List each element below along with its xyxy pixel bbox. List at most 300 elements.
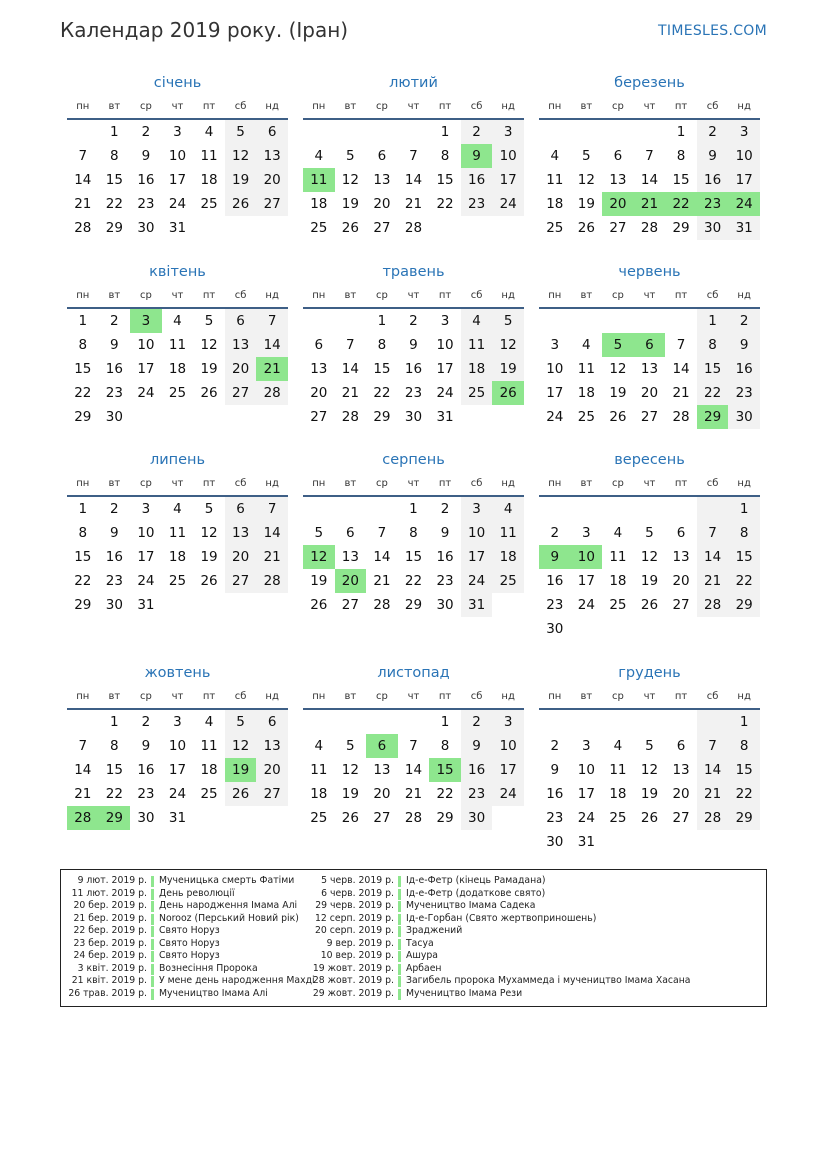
empty-cell bbox=[697, 497, 729, 521]
holiday-marker-icon bbox=[398, 889, 401, 900]
weekday-label: сб bbox=[470, 477, 483, 489]
weekday-label: сб bbox=[706, 100, 719, 112]
holiday-day: 26 bbox=[492, 381, 524, 405]
calendar-day: 4 bbox=[173, 501, 182, 517]
day-grid bbox=[303, 497, 524, 617]
calendar-day: 17 bbox=[168, 762, 187, 778]
calendar-day: 12 bbox=[341, 762, 359, 778]
month-title: грудень bbox=[618, 665, 681, 681]
legend-date: 21 квіт. 2019 р. bbox=[71, 975, 147, 986]
calendar-day: 12 bbox=[341, 172, 359, 188]
weekday-header bbox=[539, 684, 760, 710]
legend-holiday-name: Ід-е-Фетр (додаткове свято) bbox=[406, 887, 546, 899]
calendar-day: 13 bbox=[256, 734, 288, 758]
calendar-day: 5 bbox=[225, 710, 257, 734]
weekday-label: пн bbox=[548, 100, 562, 112]
calendar-day: 17 bbox=[137, 549, 155, 565]
calendar-day: 30 bbox=[105, 409, 123, 425]
weekday-label: нд bbox=[501, 100, 515, 112]
legend-holiday-name: Мучеництво Імама Рези bbox=[406, 987, 523, 999]
calendar-day: 15 bbox=[672, 172, 690, 188]
legend-date: 19 жовт. 2019 р. bbox=[312, 962, 394, 974]
month-title: січень bbox=[153, 75, 202, 91]
legend-row bbox=[310, 913, 691, 926]
holiday-day: 20 bbox=[602, 192, 634, 216]
calendar-day: 18 bbox=[168, 549, 187, 565]
calendar-day: 21 bbox=[404, 786, 423, 802]
calendar-day: 7 bbox=[409, 738, 418, 754]
empty-cell bbox=[539, 710, 571, 734]
weekday-label: чт bbox=[643, 690, 656, 702]
weekday-label: пт bbox=[674, 690, 688, 702]
empty-cell bbox=[602, 309, 634, 333]
empty-cell bbox=[366, 710, 398, 734]
calendar-day: 14 bbox=[404, 172, 423, 188]
weekday-label: вт bbox=[580, 690, 593, 702]
calendar-day: 8 bbox=[697, 333, 729, 357]
month-title: травень bbox=[382, 264, 445, 280]
weekday-label: сб bbox=[706, 690, 719, 702]
weekday-label: чт bbox=[407, 690, 420, 702]
weekday-label: пт bbox=[202, 289, 216, 301]
weekday-label: пн bbox=[548, 289, 562, 301]
calendar-day: 29 bbox=[373, 409, 391, 425]
calendar-day: 2 bbox=[141, 124, 151, 140]
calendar-day: 21 bbox=[404, 196, 423, 212]
legend-date: 9 лют. 2019 р. bbox=[77, 875, 147, 886]
calendar-day: 6 bbox=[225, 497, 257, 521]
calendar-day: 30 bbox=[546, 621, 564, 637]
calendar-day: 27 bbox=[225, 381, 257, 405]
legend-date: 20 бер. 2019 р. bbox=[73, 900, 147, 911]
calendar-day: 30 bbox=[436, 597, 454, 613]
month-title: квітень bbox=[149, 264, 206, 280]
calendar-day: 9 bbox=[697, 144, 729, 168]
calendar-day: 30 bbox=[404, 409, 423, 425]
calendar-day: 26 bbox=[200, 573, 218, 589]
calendar-day: 12 bbox=[200, 525, 218, 541]
calendar-day: 16 bbox=[728, 357, 760, 381]
weekday-header bbox=[67, 283, 288, 309]
calendar-day: 27 bbox=[640, 409, 659, 425]
weekday-header bbox=[303, 94, 524, 120]
calendar-day: 11 bbox=[609, 549, 627, 565]
calendar-day: 27 bbox=[256, 782, 288, 806]
calendar-day: 3 bbox=[141, 501, 151, 517]
calendar-day: 10 bbox=[728, 144, 760, 168]
calendar-day: 14 bbox=[341, 361, 359, 377]
calendar-day: 27 bbox=[256, 192, 288, 216]
calendar-day: 29 bbox=[436, 810, 454, 826]
weekday-label: вт bbox=[108, 289, 121, 301]
calendar-day: 26 bbox=[640, 597, 659, 613]
legend-row bbox=[310, 988, 691, 1001]
calendar-day: 13 bbox=[373, 172, 391, 188]
weekday-label: нд bbox=[737, 289, 751, 301]
holiday-marker-icon bbox=[398, 876, 401, 887]
day-grid bbox=[67, 497, 288, 617]
weekday-label: сб bbox=[234, 289, 247, 301]
weekday-label: пн bbox=[312, 289, 326, 301]
weekday-label: вт bbox=[580, 477, 593, 489]
brand-link[interactable]: TIMESLES.COM bbox=[658, 23, 767, 39]
month-2 bbox=[303, 72, 524, 240]
calendar-day: 15 bbox=[74, 361, 92, 377]
calendar-day: 9 bbox=[141, 148, 151, 164]
calendar-day: 11 bbox=[609, 762, 627, 778]
calendar-day: 4 bbox=[204, 124, 214, 140]
legend-date: 20 серп. 2019 р. bbox=[315, 925, 394, 936]
weekday-label: ср bbox=[139, 477, 152, 489]
calendar-day: 21 bbox=[341, 385, 359, 401]
weekday-label: пн bbox=[76, 690, 90, 702]
calendar-day: 5 bbox=[204, 501, 214, 517]
holiday-marker-icon bbox=[398, 901, 401, 912]
calendar-day: 25 bbox=[461, 381, 493, 405]
calendar-day: 3 bbox=[492, 120, 524, 144]
legend-holiday-name: Мучеництво Імама Алі bbox=[159, 987, 268, 999]
day-grid bbox=[539, 309, 760, 429]
calendar-day: 1 bbox=[78, 501, 88, 517]
weekday-label: сб bbox=[234, 100, 247, 112]
weekday-header bbox=[303, 684, 524, 710]
calendar-day: 24 bbox=[168, 196, 187, 212]
calendar-day: 30 bbox=[137, 810, 155, 826]
weekday-label: ср bbox=[611, 477, 624, 489]
calendar-day: 23 bbox=[728, 381, 760, 405]
holiday-marker-icon bbox=[398, 989, 401, 1000]
calendar-day: 9 bbox=[461, 734, 493, 758]
weekday-label: пт bbox=[202, 100, 216, 112]
calendar-day: 3 bbox=[173, 714, 182, 730]
calendar-day: 4 bbox=[204, 714, 214, 730]
page-title: Календар 2019 року. (Іран) bbox=[60, 18, 349, 42]
holiday-day: 24 bbox=[728, 192, 760, 216]
calendar-day: 13 bbox=[672, 762, 690, 778]
calendar-day: 24 bbox=[137, 385, 155, 401]
holiday-day: 21 bbox=[256, 357, 288, 381]
calendar-day: 19 bbox=[577, 196, 595, 212]
calendar-day: 5 bbox=[582, 148, 591, 164]
empty-cell bbox=[303, 710, 335, 734]
holiday-marker-icon bbox=[398, 939, 401, 950]
calendar-day: 22 bbox=[74, 573, 92, 589]
calendar-day: 20 bbox=[373, 196, 391, 212]
legend-holiday-name: Свято Норуз bbox=[159, 950, 220, 961]
calendar-day: 14 bbox=[373, 549, 391, 565]
month-3 bbox=[539, 72, 760, 240]
calendar-day: 1 bbox=[728, 497, 760, 521]
calendar-day: 24 bbox=[577, 810, 595, 826]
weekday-label: пн bbox=[312, 100, 326, 112]
calendar-day: 2 bbox=[461, 120, 493, 144]
weekday-label: чт bbox=[171, 100, 184, 112]
calendar-day: 21 bbox=[373, 573, 391, 589]
calendar-day: 27 bbox=[672, 810, 690, 826]
legend-holiday-name: Ашура bbox=[406, 950, 438, 961]
calendar-day: 28 bbox=[404, 220, 423, 236]
calendar-day: 12 bbox=[609, 361, 627, 377]
weekday-label: пн bbox=[548, 690, 562, 702]
calendar-day: 20 bbox=[640, 385, 659, 401]
weekday-label: нд bbox=[265, 477, 279, 489]
calendar-day: 17 bbox=[492, 168, 524, 192]
holiday-day: 15 bbox=[429, 758, 461, 782]
calendar-day: 20 bbox=[225, 545, 257, 569]
calendar-day: 19 bbox=[492, 357, 524, 381]
calendar-day: 9 bbox=[409, 337, 418, 353]
holiday-day: 12 bbox=[303, 545, 335, 569]
calendar-day: 24 bbox=[546, 409, 564, 425]
calendar-day: 5 bbox=[645, 738, 654, 754]
calendar-day: 11 bbox=[492, 521, 524, 545]
calendar-day: 15 bbox=[404, 549, 423, 565]
calendar-day: 26 bbox=[200, 385, 218, 401]
empty-cell bbox=[67, 710, 99, 734]
weekday-header bbox=[303, 283, 524, 309]
month-1 bbox=[67, 72, 288, 240]
calendar-day: 22 bbox=[697, 381, 729, 405]
calendar-day: 3 bbox=[550, 337, 560, 353]
holiday-day: 29 bbox=[697, 405, 729, 429]
calendar-day: 18 bbox=[310, 786, 328, 802]
calendar-day: 5 bbox=[346, 148, 355, 164]
calendar-day: 28 bbox=[256, 569, 288, 593]
empty-cell bbox=[539, 120, 571, 144]
weekday-label: пт bbox=[438, 100, 452, 112]
calendar-day: 23 bbox=[436, 573, 454, 589]
legend-date: 5 черв. 2019 р. bbox=[321, 875, 394, 886]
calendar-day: 1 bbox=[440, 714, 450, 730]
calendar-day: 14 bbox=[404, 762, 423, 778]
day-grid bbox=[539, 497, 760, 641]
calendar-day: 8 bbox=[728, 734, 760, 758]
calendar-day: 30 bbox=[105, 597, 123, 613]
calendar-day: 18 bbox=[461, 357, 493, 381]
calendar-day: 5 bbox=[346, 738, 355, 754]
weekday-label: нд bbox=[737, 477, 751, 489]
empty-cell bbox=[634, 309, 666, 333]
empty-cell bbox=[602, 710, 634, 734]
empty-cell bbox=[335, 309, 367, 333]
calendar-day: 15 bbox=[105, 172, 123, 188]
calendar-day: 1 bbox=[676, 124, 686, 140]
legend-holiday-name: Вознесіння Пророка bbox=[159, 962, 258, 974]
calendar-day: 31 bbox=[168, 810, 187, 826]
weekday-label: нд bbox=[737, 690, 751, 702]
calendar-day: 16 bbox=[461, 168, 493, 192]
calendar-day: 20 bbox=[256, 168, 288, 192]
weekday-label: чт bbox=[171, 289, 184, 301]
calendar-day: 26 bbox=[640, 810, 659, 826]
weekday-label: нд bbox=[265, 289, 279, 301]
calendar-day: 13 bbox=[310, 361, 328, 377]
calendar-day: 4 bbox=[461, 309, 493, 333]
calendar-day: 16 bbox=[546, 573, 564, 589]
calendar-day: 13 bbox=[672, 549, 690, 565]
weekday-label: чт bbox=[171, 477, 184, 489]
calendar-day: 16 bbox=[436, 549, 454, 565]
legend-holiday-name: Загибель пророка Мухаммеда і мучеництво Імама Хасана bbox=[406, 975, 691, 986]
calendar-day: 10 bbox=[492, 144, 524, 168]
calendar-day: 25 bbox=[168, 573, 187, 589]
calendar-day: 1 bbox=[110, 714, 119, 730]
month-title: листопад bbox=[377, 665, 450, 681]
calendar-day: 1 bbox=[440, 124, 450, 140]
empty-cell bbox=[634, 497, 666, 521]
calendar-day: 25 bbox=[200, 786, 218, 802]
calendar-day: 11 bbox=[168, 525, 187, 541]
calendar-day: 6 bbox=[346, 525, 355, 541]
calendar-day: 31 bbox=[436, 409, 454, 425]
calendar-day: 2 bbox=[461, 710, 493, 734]
calendar-day: 13 bbox=[609, 172, 627, 188]
calendar-day: 23 bbox=[137, 786, 155, 802]
weekday-label: нд bbox=[501, 690, 515, 702]
calendar-day: 22 bbox=[105, 196, 123, 212]
calendar-day: 16 bbox=[461, 758, 493, 782]
calendar-day: 27 bbox=[373, 220, 391, 236]
holiday-marker-icon bbox=[151, 951, 154, 962]
weekday-label: нд bbox=[265, 690, 279, 702]
month-9 bbox=[539, 449, 760, 641]
calendar-day: 4 bbox=[613, 738, 623, 754]
calendar-day: 27 bbox=[609, 220, 627, 236]
calendar-day: 7 bbox=[377, 525, 387, 541]
calendar-day: 16 bbox=[105, 361, 123, 377]
calendar-day: 22 bbox=[373, 385, 391, 401]
calendar-day: 6 bbox=[225, 309, 257, 333]
weekday-header bbox=[67, 471, 288, 497]
calendar-day: 26 bbox=[310, 597, 328, 613]
calendar-day: 13 bbox=[256, 144, 288, 168]
empty-cell bbox=[571, 120, 603, 144]
legend-row bbox=[61, 950, 315, 963]
calendar-day: 5 bbox=[492, 309, 524, 333]
calendar-day: 8 bbox=[409, 525, 418, 541]
weekday-label: сб bbox=[470, 100, 483, 112]
empty-cell bbox=[366, 120, 398, 144]
month-title: вересень bbox=[614, 452, 685, 468]
calendar-day: 9 bbox=[110, 337, 119, 353]
calendar-day: 17 bbox=[577, 573, 595, 589]
holiday-day: 9 bbox=[461, 144, 493, 168]
calendar-day: 19 bbox=[341, 196, 359, 212]
month-10 bbox=[67, 662, 288, 830]
calendar-day: 13 bbox=[225, 333, 257, 357]
holiday-day: 21 bbox=[634, 192, 666, 216]
calendar-day: 8 bbox=[728, 521, 760, 545]
calendar-day: 18 bbox=[200, 762, 218, 778]
legend-row bbox=[310, 950, 691, 963]
calendar-day: 2 bbox=[409, 313, 418, 329]
legend-row bbox=[61, 938, 315, 951]
calendar-day: 28 bbox=[256, 381, 288, 405]
empty-cell bbox=[539, 309, 571, 333]
calendar-day: 15 bbox=[105, 762, 123, 778]
legend-row bbox=[61, 988, 315, 1001]
calendar-day: 28 bbox=[697, 806, 729, 830]
weekday-label: сб bbox=[470, 690, 483, 702]
calendar-day: 10 bbox=[168, 148, 187, 164]
holiday-day: 19 bbox=[225, 758, 257, 782]
day-grid bbox=[67, 120, 288, 240]
calendar-day: 20 bbox=[373, 786, 391, 802]
month-11 bbox=[303, 662, 524, 830]
calendar-day: 29 bbox=[672, 220, 690, 236]
calendar-day: 25 bbox=[609, 810, 627, 826]
holiday-marker-icon bbox=[398, 951, 401, 962]
calendar-day: 21 bbox=[256, 545, 288, 569]
calendar-day: 18 bbox=[546, 196, 564, 212]
calendar-day: 1 bbox=[409, 501, 418, 517]
weekday-label: пн bbox=[548, 477, 562, 489]
calendar-day: 6 bbox=[676, 525, 686, 541]
calendar-day: 27 bbox=[373, 810, 391, 826]
calendar-day: 30 bbox=[461, 806, 493, 830]
calendar-day: 14 bbox=[74, 762, 92, 778]
weekday-label: вт bbox=[344, 690, 357, 702]
day-grid bbox=[539, 710, 760, 854]
calendar-day: 7 bbox=[645, 148, 654, 164]
calendar-day: 17 bbox=[461, 545, 493, 569]
legend-date: 28 жовт. 2019 р. bbox=[312, 975, 394, 986]
weekday-label: ср bbox=[375, 100, 388, 112]
calendar-day: 26 bbox=[341, 220, 359, 236]
month-title: червень bbox=[618, 264, 681, 280]
calendar-day: 17 bbox=[577, 786, 595, 802]
day-grid bbox=[67, 710, 288, 830]
weekday-label: чт bbox=[171, 690, 184, 702]
calendar-day: 25 bbox=[546, 220, 564, 236]
holiday-marker-icon bbox=[151, 976, 154, 987]
month-12 bbox=[539, 662, 760, 854]
empty-cell bbox=[571, 497, 603, 521]
month-8 bbox=[303, 449, 524, 617]
calendar-day: 22 bbox=[74, 385, 92, 401]
weekday-label: пт bbox=[438, 289, 452, 301]
calendar-day: 7 bbox=[256, 497, 288, 521]
weekday-label: вт bbox=[580, 289, 593, 301]
legend-date: 12 серп. 2019 р. bbox=[315, 912, 394, 924]
calendar-day: 28 bbox=[341, 409, 359, 425]
calendar-day: 18 bbox=[577, 385, 595, 401]
weekday-label: вт bbox=[344, 100, 357, 112]
calendar-day: 11 bbox=[200, 148, 218, 164]
calendar-day: 7 bbox=[78, 148, 88, 164]
empty-cell bbox=[67, 120, 99, 144]
calendar-day: 23 bbox=[461, 192, 493, 216]
calendar-day: 3 bbox=[173, 124, 182, 140]
calendar-day: 27 bbox=[341, 597, 359, 613]
calendar-day: 10 bbox=[577, 762, 595, 778]
calendar-day: 4 bbox=[314, 148, 324, 164]
calendar-day: 24 bbox=[137, 573, 155, 589]
calendar-day: 7 bbox=[409, 148, 418, 164]
empty-cell bbox=[335, 120, 367, 144]
legend-date: 11 лют. 2019 р. bbox=[71, 887, 147, 899]
legend-row bbox=[310, 963, 691, 976]
calendar-day: 25 bbox=[577, 409, 595, 425]
calendar-day: 28 bbox=[404, 810, 423, 826]
holiday-day: 28 bbox=[67, 806, 99, 830]
legend-date: 29 черв. 2019 р. bbox=[315, 900, 394, 911]
calendar-day: 20 bbox=[672, 786, 690, 802]
calendar-day: 8 bbox=[78, 337, 88, 353]
calendar-day: 3 bbox=[461, 497, 493, 521]
weekday-label: нд bbox=[265, 100, 279, 112]
calendar-day: 24 bbox=[492, 782, 524, 806]
